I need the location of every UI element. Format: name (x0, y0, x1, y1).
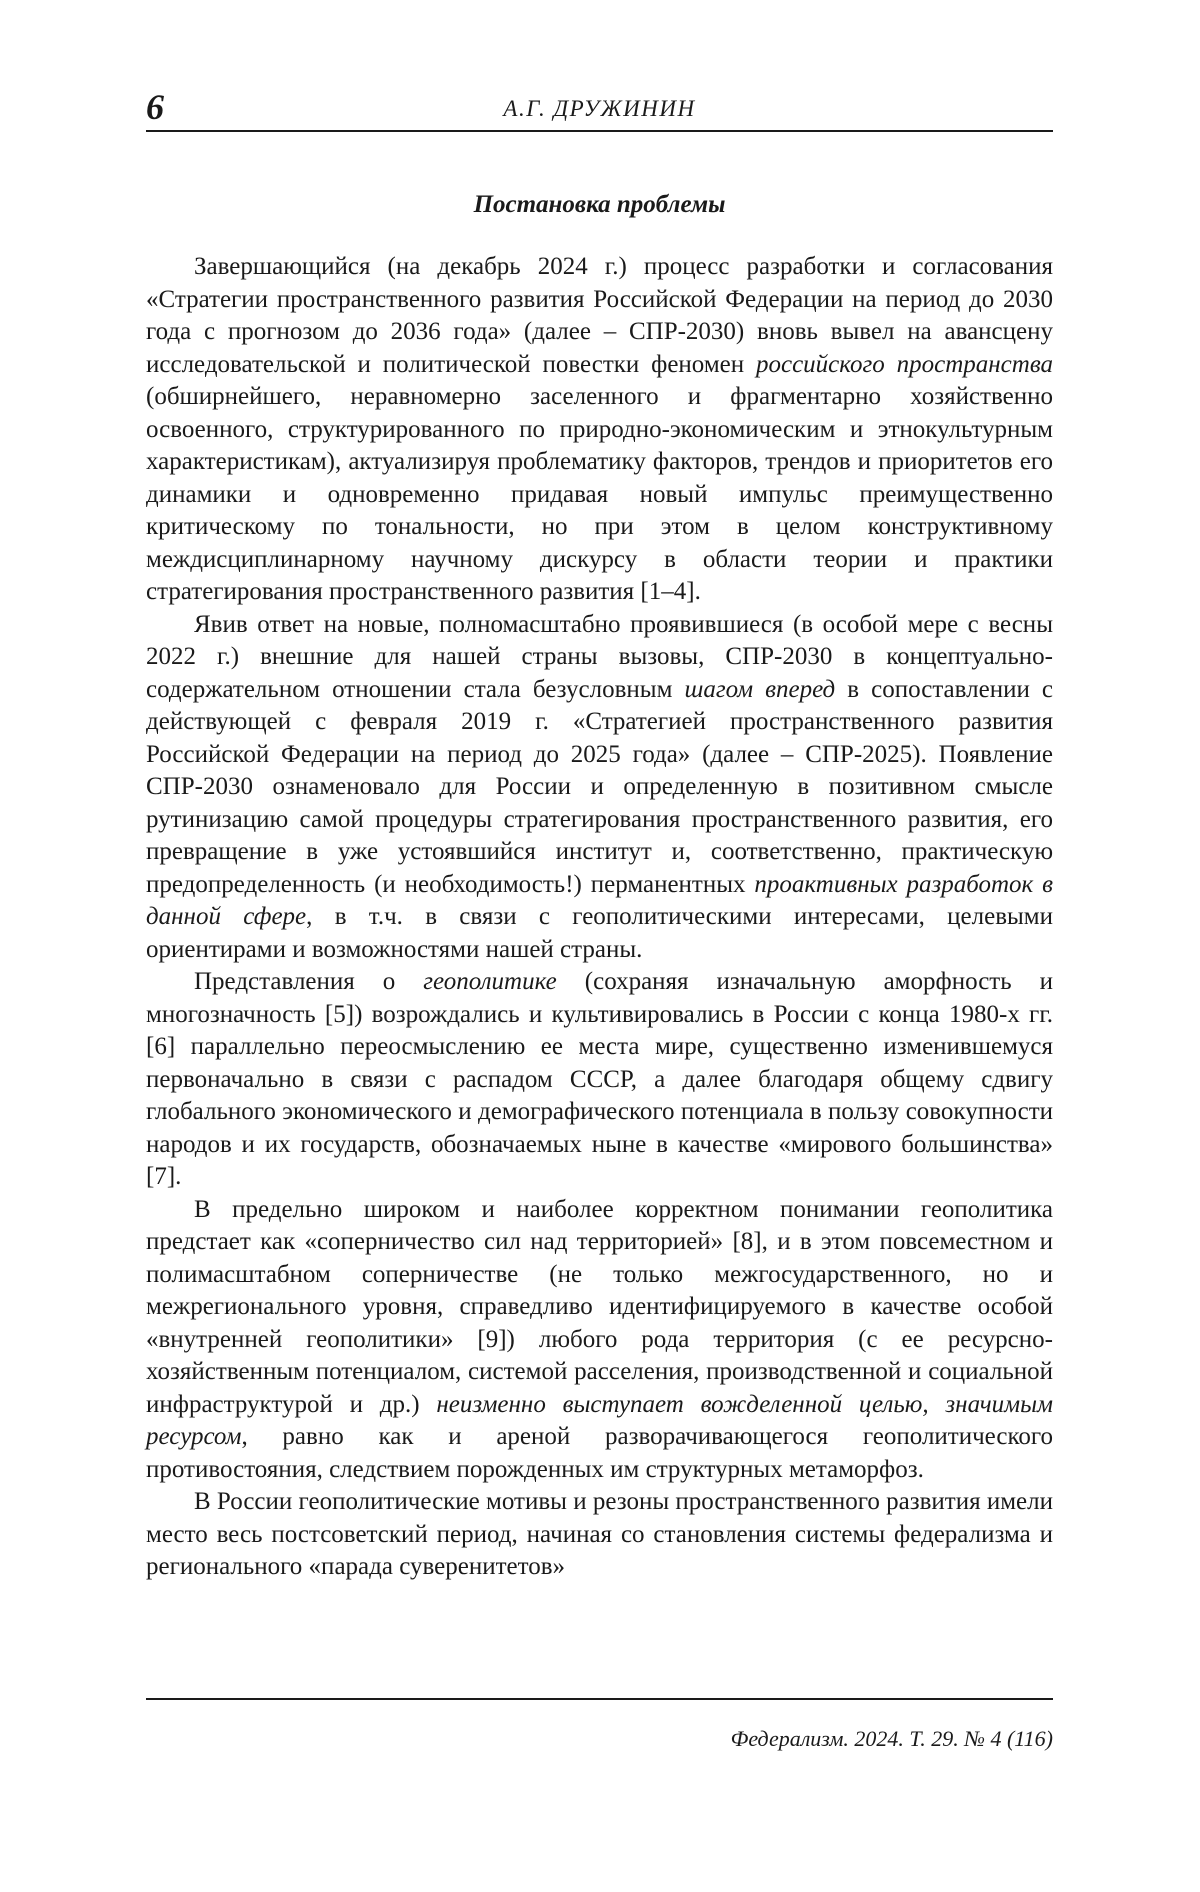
journal-page (146, 0, 1053, 1892)
author-name: А.Г. ДРУЖИНИН (146, 95, 1053, 123)
article-body (146, 251, 1053, 1584)
running-header (146, 86, 1053, 132)
footer-rule (146, 1698, 1053, 1700)
emphasis: неизменно выступает вожделенной целью, значимым ресурсом (146, 1391, 1053, 1451)
paragraph: В предельно широком и наиболее корректном понимании геополитика предстает как «соперничество сил над территорией» [8], и в этом повсеместном и полимасштабном соперничестве (не только межгосударственного, но и межрегионального уровня, справедливо идентифицируемого в качестве особой «внутренней геополитики» [9]) любого рода территория (с ее ресурсно-хозяйственным потенциалом, системой расселения, производственной и социальной инфраструктурой и др.) неизменно выступает вожделенной целью, значимым ресурсом, равно как и ареной разворачивающегося геополитического противостояния, следствием порожденных им структурных метаморфоз. (146, 1194, 1053, 1487)
section-title: Постановка проблемы (146, 190, 1053, 220)
emphasis: геополитике (423, 968, 557, 995)
paragraph: В России геополитические мотивы и резоны пространственного развития имели место весь постсоветский период, начиная со становления системы федерализма и регионального «парада суверенитетов» (146, 1486, 1053, 1584)
emphasis: проактивных разработок в данной сфере (146, 871, 1053, 931)
page-number: 6 (146, 86, 164, 128)
journal-citation: Федерализм. 2024. Т. 29. № 4 (116) (731, 1726, 1053, 1752)
emphasis: шагом вперед (684, 676, 835, 703)
paragraph: Явив ответ на новые, полномасштабно проявившиеся (в особой мере с весны 2022 г.) внешние для нашей страны вызовы, СПР-2030 в концептуально-содержательном отношении стала безусловным шагом вперед в сопоставлении с действующей с февраля 2019 г. «Стратегией пространственного развития Российской Федерации на период до 2025 года» (далее – СПР-2025). Появление СПР-2030 ознаменовало для России и определенную в позитивном смысле рутинизацию самой процедуры стратегирования пространственного развития, его превращение в уже устоявшийся институт и, соответственно, практическую предопределенность (и необходимость!) перманентных проактивных разработок в данной сфере, в т.ч. в связи с геополитическими интересами, целевыми ориентирами и возможностями нашей страны. (146, 609, 1053, 967)
paragraph: Завершающийся (на декабрь 2024 г.) процесс разработки и согласования «Стратегии пространственного развития Российской Федерации на период до 2030 года с прогнозом до 2036 года» (далее – СПР-2030) вновь вывел на авансцену исследовательской и политической повестки феномен российского пространства (обширнейшего, неравномерно заселенного и фрагментарно хозяйственно освоенного, структурированного по природно-экономическим и этнокультурным характеристикам), актуализируя проблематику факторов, трендов и приоритетов его динамики и одновременно придавая новый импульс преимущественно критическому по тональности, но при этом в целом конструктивному междисциплинарному научному дискурсу в области теории и практики стратегирования пространственного развития [1–4]. (146, 251, 1053, 609)
emphasis: российского пространства (756, 351, 1053, 378)
paragraph: Представления о геополитике (сохраняя изначальную аморфность и многозначность [5]) возрождались и культивировались в России с конца 1980-х гг. [6] параллельно переосмыслению ее места мире, существенно изменившемуся первоначально в связи с распадом СССР, а далее благодаря общему сдвигу глобального экономического и демографического потенциала в пользу совокупности народов и их государств, обозначаемых ныне в качестве «мирового большинства» [7]. (146, 966, 1053, 1194)
